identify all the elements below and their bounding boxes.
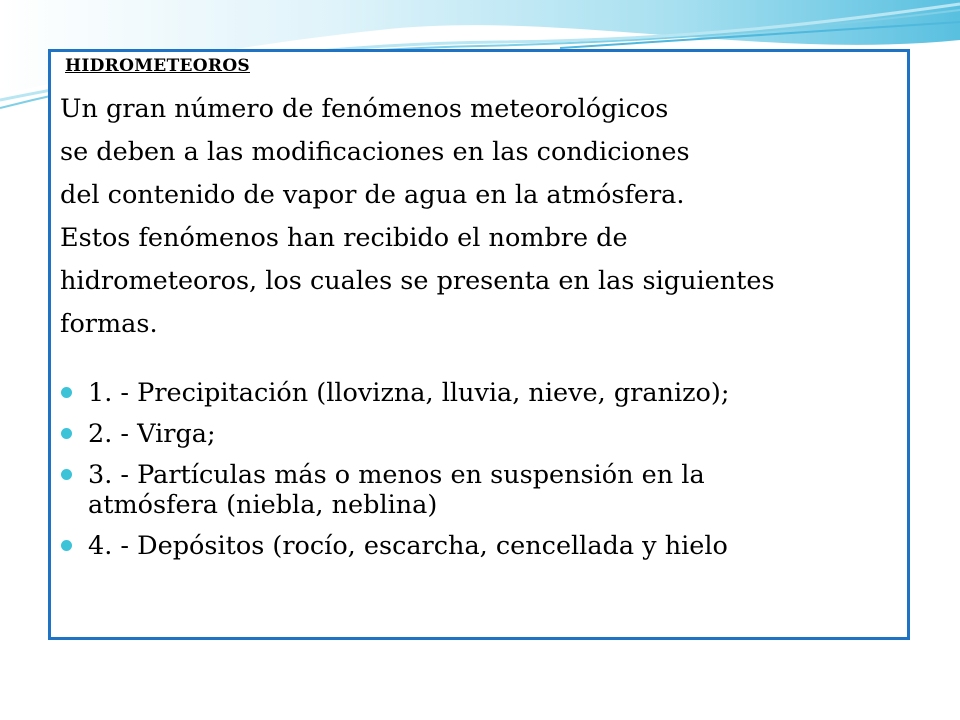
list-item-text: 4. - Depósitos (rocío, escarcha, cencellada y hielo xyxy=(88,531,728,561)
list-item xyxy=(60,460,729,520)
list-item xyxy=(60,419,729,449)
paragraph-line: Un gran número de fenómenos meteorológicos xyxy=(60,94,669,124)
paragraph-line: formas. xyxy=(60,309,158,339)
paragraph-line: del contenido de vapor de agua en la atmósfera. xyxy=(60,180,685,210)
bullet-icon xyxy=(61,469,72,480)
list-item xyxy=(60,531,729,561)
paragraph-line: hidrometeoros, los cuales se presenta en las siguientes xyxy=(60,266,775,296)
bullet-icon xyxy=(61,387,72,398)
forms-list xyxy=(60,378,729,572)
list-item-text: 2. - Virga; xyxy=(88,419,216,449)
bullet-icon xyxy=(61,540,72,551)
intro-paragraph xyxy=(60,88,775,346)
list-item xyxy=(60,378,729,408)
list-item-text-continuation: atmósfera (niebla, neblina) xyxy=(88,490,438,520)
paragraph-line: se deben a las modificaciones en las condiciones xyxy=(60,137,690,167)
paragraph-line: Estos fenómenos han recibido el nombre de xyxy=(60,223,628,253)
bullet-icon xyxy=(61,428,72,439)
list-item-text: 3. - Partículas más o menos en suspensión en la xyxy=(88,460,705,490)
slide-content-box xyxy=(48,49,910,640)
slide-title: HIDROMETEOROS xyxy=(65,56,250,76)
list-item-text: 1. - Precipitación (llovizna, lluvia, nieve, granizo); xyxy=(88,378,730,408)
